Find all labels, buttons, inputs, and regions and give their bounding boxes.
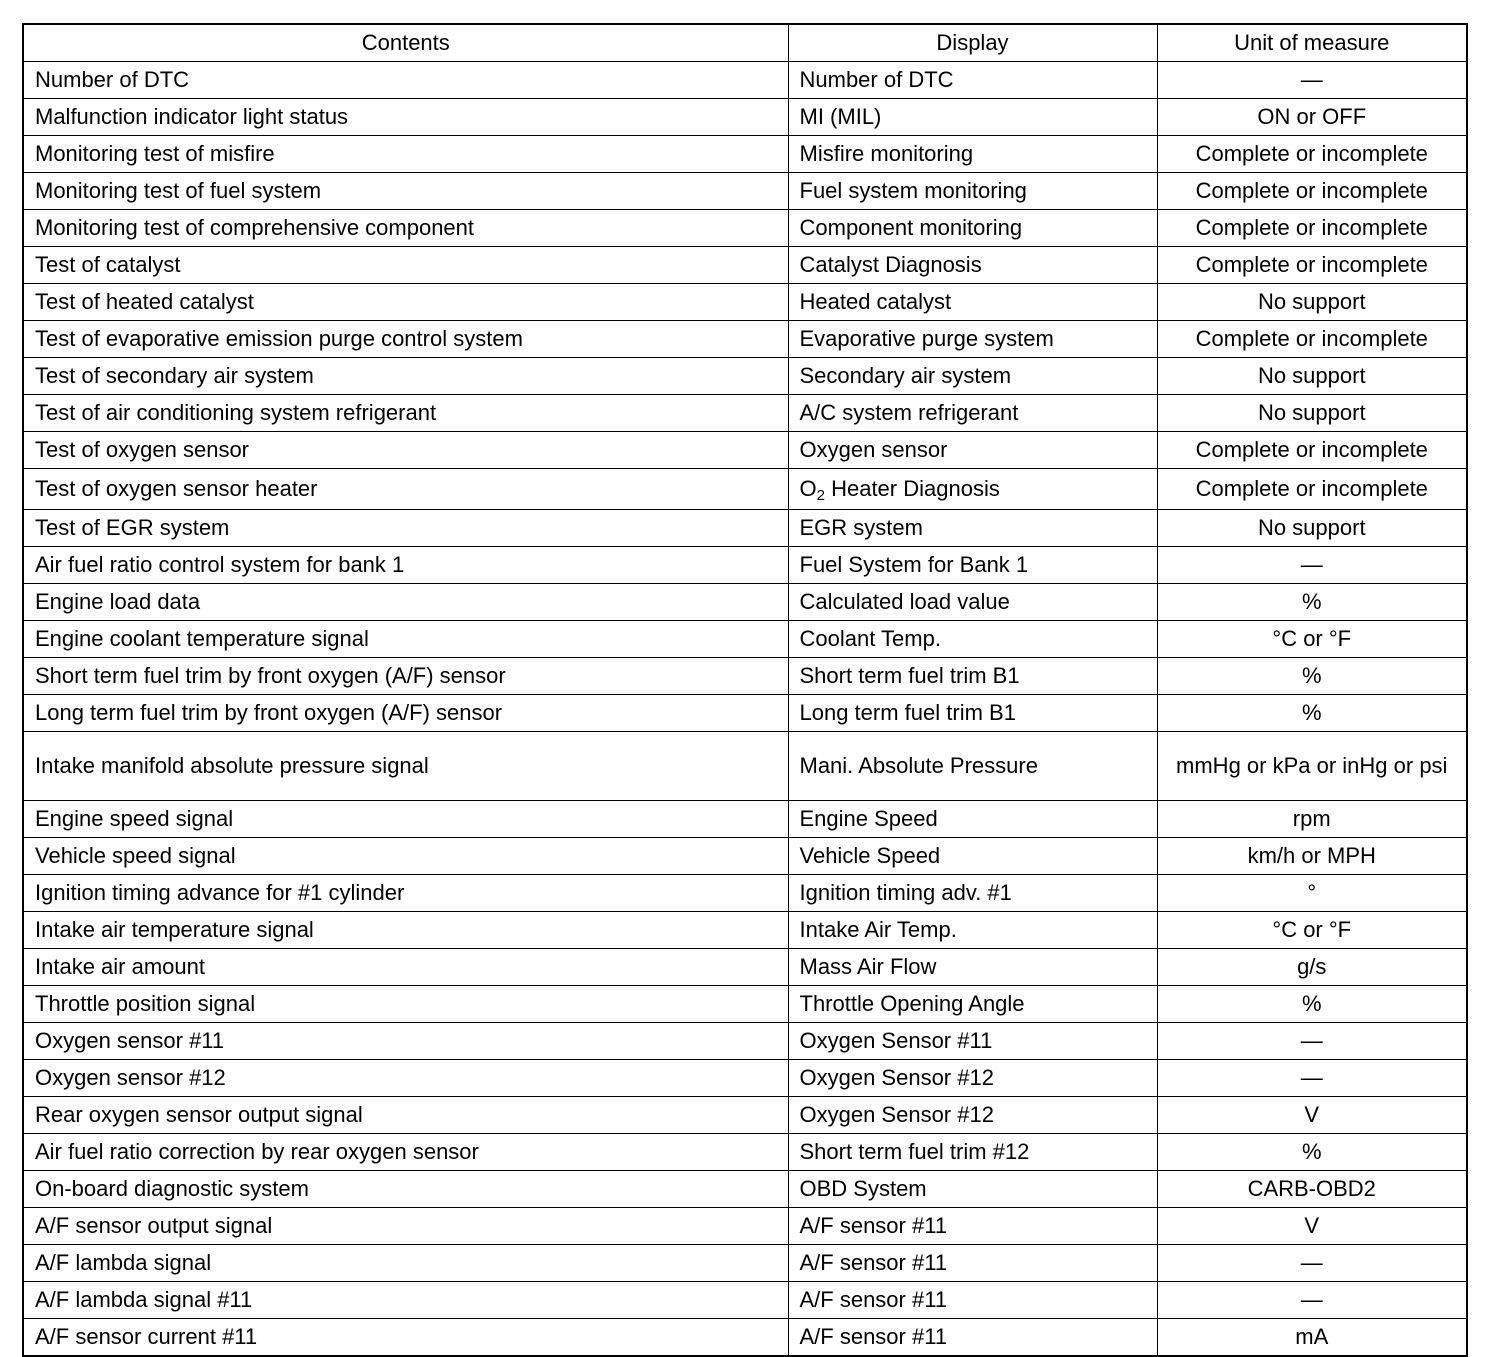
cell-unit: % bbox=[1157, 986, 1467, 1023]
cell-unit: mA bbox=[1157, 1319, 1467, 1357]
o2-symbol: O bbox=[799, 476, 817, 502]
cell-display: Catalyst Diagnosis bbox=[788, 247, 1157, 284]
cell-display: Oxygen Sensor #11 bbox=[788, 1023, 1157, 1060]
table-row bbox=[23, 136, 1467, 173]
table-row bbox=[23, 1171, 1467, 1208]
table-row bbox=[23, 469, 1467, 510]
table-row bbox=[23, 358, 1467, 395]
cell-display: A/F sensor #11 bbox=[788, 1208, 1157, 1245]
cell-display: Secondary air system bbox=[788, 358, 1157, 395]
cell-unit: — bbox=[1157, 547, 1467, 584]
cell-contents: Test of EGR system bbox=[23, 510, 788, 547]
cell-unit: ° bbox=[1157, 875, 1467, 912]
cell-unit: % bbox=[1157, 1134, 1467, 1171]
table-row bbox=[23, 99, 1467, 136]
cell-contents: Number of DTC bbox=[23, 62, 788, 99]
cell-contents: A/F sensor current #11 bbox=[23, 1319, 788, 1357]
header-unit: Unit of measure bbox=[1157, 24, 1467, 62]
cell-contents: Engine coolant temperature signal bbox=[23, 621, 788, 658]
cell-unit: ON or OFF bbox=[1157, 99, 1467, 136]
cell-unit: km/h or MPH bbox=[1157, 838, 1467, 875]
cell-display: Mani. Absolute Pressure bbox=[788, 732, 1157, 801]
cell-display: Heated catalyst bbox=[788, 284, 1157, 321]
cell-contents: Rear oxygen sensor output signal bbox=[23, 1097, 788, 1134]
cell-unit: Complete or incomplete bbox=[1157, 247, 1467, 284]
cell-contents: Test of heated catalyst bbox=[23, 284, 788, 321]
table-row bbox=[23, 247, 1467, 284]
table-row bbox=[23, 949, 1467, 986]
table-row bbox=[23, 1208, 1467, 1245]
table-row bbox=[23, 173, 1467, 210]
cell-contents: Air fuel ratio control system for bank 1 bbox=[23, 547, 788, 584]
cell-display: Evaporative purge system bbox=[788, 321, 1157, 358]
header-row bbox=[23, 24, 1467, 62]
header-display: Display bbox=[788, 24, 1157, 62]
table-row bbox=[23, 875, 1467, 912]
cell-contents: Engine speed signal bbox=[23, 801, 788, 838]
cell-contents: Monitoring test of comprehensive component bbox=[23, 210, 788, 247]
table-row bbox=[23, 62, 1467, 99]
cell-display: Calculated load value bbox=[788, 584, 1157, 621]
cell-contents: A/F sensor output signal bbox=[23, 1208, 788, 1245]
table-row bbox=[23, 284, 1467, 321]
cell-display: Oxygen sensor bbox=[788, 432, 1157, 469]
cell-contents: A/F lambda signal #11 bbox=[23, 1282, 788, 1319]
table-row bbox=[23, 986, 1467, 1023]
cell-contents: Throttle position signal bbox=[23, 986, 788, 1023]
table-row bbox=[23, 658, 1467, 695]
cell-unit: Complete or incomplete bbox=[1157, 136, 1467, 173]
cell-unit: °C or °F bbox=[1157, 621, 1467, 658]
cell-contents: Test of air conditioning system refrigerant bbox=[23, 395, 788, 432]
table-row bbox=[23, 695, 1467, 732]
cell-display: A/F sensor #11 bbox=[788, 1245, 1157, 1282]
table-row bbox=[23, 1282, 1467, 1319]
table-row bbox=[23, 547, 1467, 584]
cell-unit: V bbox=[1157, 1208, 1467, 1245]
table-row bbox=[23, 912, 1467, 949]
cell-unit: mmHg or kPa or inHg or psi bbox=[1157, 732, 1467, 801]
cell-contents: Engine load data bbox=[23, 584, 788, 621]
cell-unit: g/s bbox=[1157, 949, 1467, 986]
cell-unit: — bbox=[1157, 1282, 1467, 1319]
cell-unit: V bbox=[1157, 1097, 1467, 1134]
table-row bbox=[23, 732, 1467, 801]
cell-contents: Test of oxygen sensor heater bbox=[23, 469, 788, 510]
table-row bbox=[23, 1319, 1467, 1357]
table-row bbox=[23, 621, 1467, 658]
table-row bbox=[23, 510, 1467, 547]
cell-display: Number of DTC bbox=[788, 62, 1157, 99]
cell-unit: No support bbox=[1157, 284, 1467, 321]
cell-display: A/F sensor #11 bbox=[788, 1282, 1157, 1319]
cell-unit: rpm bbox=[1157, 801, 1467, 838]
cell-display: A/C system refrigerant bbox=[788, 395, 1157, 432]
cell-unit: CARB-OBD2 bbox=[1157, 1171, 1467, 1208]
cell-unit: No support bbox=[1157, 510, 1467, 547]
cell-contents: Long term fuel trim by front oxygen (A/F) sensor bbox=[23, 695, 788, 732]
cell-display: Oxygen Sensor #12 bbox=[788, 1060, 1157, 1097]
cell-display: Short term fuel trim #12 bbox=[788, 1134, 1157, 1171]
table-row bbox=[23, 1245, 1467, 1282]
cell-contents: Test of evaporative emission purge control system bbox=[23, 321, 788, 358]
cell-display: Ignition timing adv. #1 bbox=[788, 875, 1157, 912]
cell-display: A/F sensor #11 bbox=[788, 1319, 1157, 1357]
cell-display: Oxygen Sensor #12 bbox=[788, 1097, 1157, 1134]
table-row bbox=[23, 801, 1467, 838]
cell-contents: Intake air amount bbox=[23, 949, 788, 986]
cell-display: MI (MIL) bbox=[788, 99, 1157, 136]
cell-display: Component monitoring bbox=[788, 210, 1157, 247]
cell-display: Long term fuel trim B1 bbox=[788, 695, 1157, 732]
cell-unit: Complete or incomplete bbox=[1157, 173, 1467, 210]
cell-contents: Oxygen sensor #12 bbox=[23, 1060, 788, 1097]
cell-unit: — bbox=[1157, 1060, 1467, 1097]
cell-unit: — bbox=[1157, 1023, 1467, 1060]
cell-display: Mass Air Flow bbox=[788, 949, 1157, 986]
cell-display: OBD System bbox=[788, 1171, 1157, 1208]
heater-diagnosis-text: Heater Diagnosis bbox=[824, 476, 1000, 502]
cell-unit: Complete or incomplete bbox=[1157, 469, 1467, 510]
cell-contents: Intake air temperature signal bbox=[23, 912, 788, 949]
table-row bbox=[23, 1097, 1467, 1134]
cell-contents: Oxygen sensor #11 bbox=[23, 1023, 788, 1060]
table-row bbox=[23, 1023, 1467, 1060]
cell-unit: Complete or incomplete bbox=[1157, 432, 1467, 469]
cell-contents: Test of catalyst bbox=[23, 247, 788, 284]
table-row bbox=[23, 432, 1467, 469]
table-body bbox=[23, 62, 1467, 1357]
cell-contents: On-board diagnostic system bbox=[23, 1171, 788, 1208]
cell-unit: % bbox=[1157, 695, 1467, 732]
cell-unit: Complete or incomplete bbox=[1157, 321, 1467, 358]
header-contents: Contents bbox=[23, 24, 788, 62]
cell-display: Misfire monitoring bbox=[788, 136, 1157, 173]
table-row bbox=[23, 1134, 1467, 1171]
table-row bbox=[23, 1060, 1467, 1097]
cell-display: EGR system bbox=[788, 510, 1157, 547]
cell-contents: Test of secondary air system bbox=[23, 358, 788, 395]
cell-unit: — bbox=[1157, 62, 1467, 99]
cell-contents: Air fuel ratio correction by rear oxygen sensor bbox=[23, 1134, 788, 1171]
cell-unit: No support bbox=[1157, 358, 1467, 395]
cell-contents: A/F lambda signal bbox=[23, 1245, 788, 1282]
cell-contents: Malfunction indicator light status bbox=[23, 99, 788, 136]
cell-display: Short term fuel trim B1 bbox=[788, 658, 1157, 695]
cell-unit: °C or °F bbox=[1157, 912, 1467, 949]
cell-unit: — bbox=[1157, 1245, 1467, 1282]
cell-contents: Test of oxygen sensor bbox=[23, 432, 788, 469]
cell-unit: % bbox=[1157, 584, 1467, 621]
cell-display: Intake Air Temp. bbox=[788, 912, 1157, 949]
cell-display bbox=[788, 469, 1157, 510]
cell-contents: Monitoring test of misfire bbox=[23, 136, 788, 173]
o2-subscript: 2 bbox=[816, 487, 825, 505]
cell-contents: Intake manifold absolute pressure signal bbox=[23, 732, 788, 801]
cell-display: Fuel System for Bank 1 bbox=[788, 547, 1157, 584]
table-row bbox=[23, 321, 1467, 358]
cell-contents: Monitoring test of fuel system bbox=[23, 173, 788, 210]
table-row bbox=[23, 395, 1467, 432]
cell-display: Engine Speed bbox=[788, 801, 1157, 838]
cell-contents: Vehicle speed signal bbox=[23, 838, 788, 875]
cell-unit: Complete or incomplete bbox=[1157, 210, 1467, 247]
cell-display: Vehicle Speed bbox=[788, 838, 1157, 875]
table-row bbox=[23, 210, 1467, 247]
spec-table bbox=[22, 23, 1468, 1357]
cell-display: Fuel system monitoring bbox=[788, 173, 1157, 210]
cell-unit: No support bbox=[1157, 395, 1467, 432]
cell-contents: Short term fuel trim by front oxygen (A/F) sensor bbox=[23, 658, 788, 695]
cell-display: Throttle Opening Angle bbox=[788, 986, 1157, 1023]
cell-display: Coolant Temp. bbox=[788, 621, 1157, 658]
table-row bbox=[23, 584, 1467, 621]
cell-unit: % bbox=[1157, 658, 1467, 695]
cell-contents: Ignition timing advance for #1 cylinder bbox=[23, 875, 788, 912]
table-row bbox=[23, 838, 1467, 875]
